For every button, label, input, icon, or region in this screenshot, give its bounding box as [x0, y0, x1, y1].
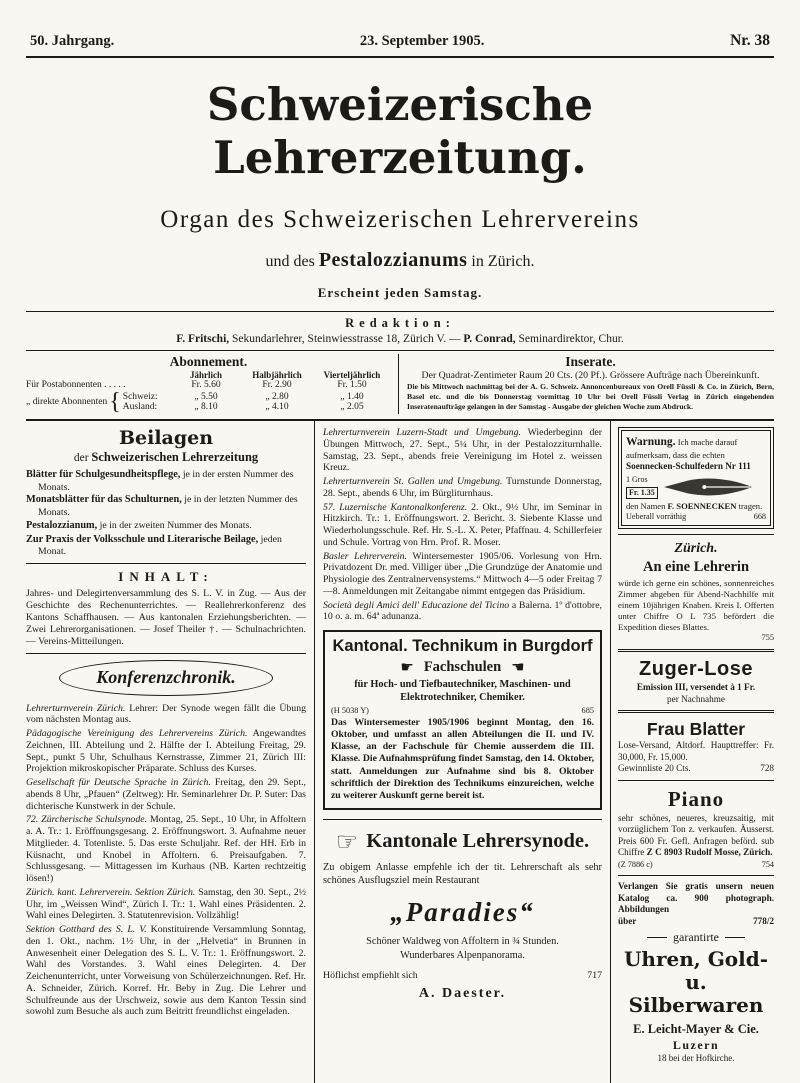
- price-stack: [171, 390, 241, 414]
- article-lead: Lehrerturnverein Luzern-Stadt und Umgebung.: [323, 427, 521, 438]
- ad-reference: (H 5038 Y): [331, 705, 369, 715]
- abonnement-section: [26, 354, 398, 414]
- article-lead: Lehrerturnverein St. Gallen und Umgebung.: [323, 476, 503, 487]
- beilagen-title: Beilagen: [118, 427, 214, 449]
- chiffre-code: Z C 8903: [646, 847, 683, 858]
- article-lead: Basler Lehrerverein.: [323, 550, 407, 562]
- warnung-end-row: [626, 512, 766, 523]
- article-paragraph: [26, 777, 306, 812]
- warnung-title: Warnung.: [626, 436, 676, 448]
- article-lead: 72. Zürcherische Schulsynode.: [26, 814, 148, 826]
- article-paragraph: [26, 728, 306, 775]
- line2-post: tragen.: [738, 500, 763, 511]
- price-cell: Fr. 2.90: [262, 380, 292, 390]
- main-columns: [26, 421, 774, 1083]
- beilage-item: [26, 534, 306, 558]
- price-cell: „ 5.50: [194, 392, 218, 402]
- synode-line-2: Wunderbares Alpenpanorama.: [400, 949, 525, 961]
- beilagen-subtitle-main: Schweizerischen Lehrerzeitung: [91, 450, 259, 464]
- manicule-left-icon: ☚: [511, 658, 525, 676]
- redaktion-box: [26, 311, 774, 351]
- divider: [618, 534, 774, 535]
- date-label: 23. September 1905.: [359, 33, 485, 49]
- zugerlose-line-1: Emission III, versendet à 1 Fr.: [636, 682, 756, 693]
- company-city: Luzern: [672, 1038, 720, 1053]
- column-right: [610, 421, 774, 1083]
- price-cell: Fr. 1.50: [337, 380, 367, 390]
- redaktion-title: Redaktion:: [345, 316, 455, 330]
- beilagen-section: [26, 427, 306, 558]
- issue-header: [26, 32, 774, 56]
- subscription-advert-strip: [26, 351, 774, 421]
- beilagen-subtitle-pre: der: [73, 452, 89, 464]
- price-cell: „ 1.40: [340, 392, 364, 402]
- article-paragraph: [323, 427, 602, 474]
- piano-body: [618, 813, 774, 859]
- technikum-meta: [331, 706, 594, 715]
- region-labels: [123, 392, 158, 412]
- synode-ad: [323, 819, 602, 1002]
- restaurant-name: „Paradies“: [390, 896, 535, 927]
- product-name: Soennecken-Schulfedern Nr 111: [626, 460, 751, 471]
- synode-title: Kantonale Lehrersynode.: [366, 830, 590, 853]
- piano-text: sehr schönes, neueres, kreuzsaitig, mit vorzüglichem Ton z. verkaufen. Äusserst. Preis 600 Fr. Gefl. Anfragen beförd. sub Chiffre: [618, 812, 774, 858]
- pestalozzianum-name: Pestalozzianums: [318, 249, 468, 271]
- article-paragraph: [26, 887, 306, 922]
- price-cell: „ 4.10: [265, 402, 289, 412]
- in-zurich-text: in Zürich.: [471, 253, 535, 270]
- zugerlose-line-2: per Nachnahme: [667, 693, 725, 704]
- blatter-body: Lose-Versand, Altdorf. Haupttreffer: Fr. 30,000, Fr. 15,000.: [618, 740, 774, 762]
- inserate-section: [398, 354, 774, 414]
- article-text: 2. Okt., 9½ Uhr, im Seminar in Hitzkirch. Tr.: 1. Eröffnungswort. 2. Bericht. 3. Siebente Klasse und Wiederholungsschule. Ref. Hr. S.-L. X. Peter, Pfaffnau. 4. Schillerfeier und Schule. Vortrag von Hrn. Prof. R. Moser.: [323, 501, 602, 548]
- inhalt-section: [26, 569, 306, 648]
- technikum-ad: [323, 630, 602, 810]
- col-header-vierteljaehrlich: Vierteljährlich: [323, 370, 381, 380]
- article-lead: Zürich. kant. Lehrerverein. Sektion Zürich.: [26, 886, 196, 898]
- row-label: Für Postabonnenten . . . . .: [26, 380, 126, 390]
- header-rule: [26, 56, 774, 58]
- uhren-intro-tail-row: [618, 916, 774, 928]
- agency-name: Rudolf Mosse, Zürich.: [684, 847, 773, 858]
- price-cell: Fr. 5.60: [191, 380, 221, 390]
- garantie-label: garantirte: [673, 930, 719, 945]
- price-group: [626, 475, 658, 498]
- inhalt-text: Jahres- und Delegirtenversammlung des S. L. V. in Zug. — Aus der Geschichte des Rechenunterrichtes. — Reallehrerkonferenz des Kantons Schaffhausen. — Aus kantonalen Erziehungsberichten. — Zwei Lehrerorganisationen. — Josef Theiler †. — Schulnachrichten. — Vereins-Mitteilungen.: [26, 588, 306, 647]
- abonnement-title: Abonnement.: [169, 354, 248, 369]
- konferenzchronik-header: [59, 660, 273, 696]
- warnung-line-2: [626, 501, 766, 512]
- konferenzchronik-title: Konferenzchronik.: [96, 667, 236, 688]
- editor-role-1: Sekundarlehrer, Steinwiesstrasse 18, Zürich V. —: [232, 333, 461, 345]
- article-text: Wiederbeginn der Übungen Mittwoch, 27. Sept., 5¼ Uhr, in der Pestalozziturnhalle. Samstag, 23. Sept., abends freie Vereinigung im Hotel z. weissen Kreuz.: [323, 427, 602, 474]
- synode-closing-row: [323, 970, 602, 981]
- beilage-item: [26, 469, 306, 493]
- abonnement-row-post: [26, 380, 391, 390]
- newspaper-title: Schweizerische Lehrerzeitung.: [206, 78, 594, 184]
- blatter-title: Frau Blatter: [646, 719, 746, 740]
- zugerlose-ad: [618, 657, 774, 705]
- editor-name-1: F. Fritschi,: [176, 333, 230, 345]
- column-left: [26, 421, 314, 1083]
- piano-ad: [618, 786, 774, 870]
- article-paragraph: [26, 703, 306, 727]
- beilage-name: Blätter für Schulgesundheitspflege,: [26, 469, 181, 480]
- pestalozzianum-line: [26, 249, 774, 272]
- divider: [618, 780, 774, 781]
- blatter-ad: [618, 718, 774, 775]
- article-paragraph: [26, 814, 306, 885]
- product-line-1: Uhren, Gold-: [623, 947, 768, 972]
- row-label-group: [26, 390, 171, 414]
- lehrerin-body: würde ich gerne ein schönes, sonnenreiches Zimmer abgeben für Abend-Nachhilfe mit einem 10jährigen Knaben. Kreis I. Offerten unter Chiffre O L 735 befördert die Expedition dieses Blattes.: [618, 578, 774, 633]
- ad-number-row: [618, 633, 774, 644]
- article-paragraph: [26, 924, 306, 1018]
- beilage-name: Monatsblätter für das Schulturnen,: [26, 494, 182, 506]
- technikum-departments: für Hoch- und Tiefbautechniker, Maschinen- und Elektrotechniker, Chemiker.: [354, 679, 571, 703]
- ad-number: 755: [761, 633, 774, 643]
- price-stack: [313, 390, 391, 414]
- city-heading: Zürich.: [674, 541, 718, 557]
- divider: [618, 649, 774, 652]
- synode-title-row: [323, 827, 602, 856]
- region-schweiz: Schweiz:: [122, 392, 158, 402]
- abonnement-row-direkt: [26, 390, 391, 414]
- inhalt-title: INHALT:: [118, 569, 214, 584]
- region-ausland: Ausland:: [122, 402, 158, 412]
- garantie-row: [618, 930, 774, 945]
- article-text: Konstituirende Versammlung Sonntag, den 1. Okt., nachm. 1½ Uhr, in der „Helvetia“ in Brunnen in Anwesenheit einer Delegation des S. L. V. Tr.: 1. Eröffnungswort. 2. Wahl des Vorstandes. 3. Wahl eines Delegirten. 4. Der Zeichenunterricht, unter Vorweisung von Schülerzeichnungen. Ref. Hr. A. Schneider, Zürich. Korref. Hr. Beby in Zug. Die Lehrer und Schulfreunde aus der Urschweiz, sowie aus dem Kanton Tessin sind sowohl zum Besuche als auch zum Beitritt freundlichst eingeladen.: [26, 924, 306, 1018]
- decorative-dash: [647, 937, 667, 938]
- beilage-name: Zur Praxis der Volksschule und Literarische Beilage,: [26, 533, 259, 545]
- divider: [618, 875, 774, 876]
- beilage-schedule: jeden Monat.: [38, 533, 282, 558]
- article-text: Montag, 25. Sept., 10 Uhr, in Affoltern a. A. Tr.: 1. Eröffnungsgesang. 2. Eröffnungswort. 3. Aufnahme neuer Mitglieder. 4. Totenliste. 5. Das erste Schuljahr. Ref. der HH. Erb in Küsnacht, und Knobel in Affoltern. 6. Preisaufgaben. 7. Schlussgesang. — Mittagessen im Kurhaus (NB. Karten rechtzeitig lösen!): [26, 814, 306, 885]
- article-text: Freitag, den 29. Sept., abends 8 Uhr, „Pfauen“ (Zeltweg): Hr. Seminarlehrer Dr. P. Suter: Das dichterische Kunstwerk in der Schule.: [26, 777, 306, 812]
- row-label: „ direkte Abonnenten: [26, 397, 108, 407]
- editor-role-2: Seminardirektor, Chur.: [518, 333, 624, 345]
- decorative-dash: [725, 937, 745, 938]
- beilage-item: [26, 520, 306, 533]
- uhren-intro: Verlangen Sie gratis unsern neuen Katalog ca. 900 photograph. Abbildungen: [618, 881, 774, 915]
- price-label: Fr. 1.35: [626, 487, 658, 499]
- article-text: Lehrer: Der Synode wegen fällt die Übung vom nächsten Montag aus.: [26, 702, 307, 726]
- col-header-jaehrlich: Jährlich: [189, 370, 222, 380]
- beilagen-subtitle: [26, 450, 306, 465]
- technikum-body: Das Wintersemester 1905/1906 beginnt Montag, den 16. Oktober, und umfasst an allen Abteilungen die II. und IV. Klasse, an der Fachschule für Chemie ausserdem die III. Klasse. Die Aufnahmsprüfung findet Samstag, den 14. Oktober, statt. Anmeldungen zur Aufnahme sind bis 8. Oktober schriftlich der Direktion des Technikums einzureichen, welche zu weiterer Auskunft gerne bereit ist.: [331, 716, 594, 802]
- article-paragraph: [323, 502, 602, 549]
- synode-line-1: Schöner Waldweg von Affoltern in ¾ Stunden.: [366, 935, 559, 947]
- price-cell: „ 2.05: [340, 402, 364, 412]
- company-name: E. Leicht-Mayer & Cie.: [633, 1022, 759, 1037]
- product-line-2: u. Silberwaren: [628, 970, 764, 1018]
- warnung-ad: [618, 427, 774, 529]
- nib-row: [626, 475, 766, 498]
- beilage-item: [26, 494, 306, 518]
- article-paragraph: [323, 476, 602, 500]
- article-lead: Gesellschaft für Deutsche Sprache in Zürich.: [26, 777, 211, 789]
- beilage-name: Pestalozzianum,: [26, 519, 98, 531]
- column-middle: [314, 421, 610, 1083]
- pointing-hand-icon: ☞: [335, 827, 359, 857]
- quantity-label: 1 Gros: [626, 475, 648, 485]
- article-lead: 57. Luzernische Kantonalkonferenz.: [323, 501, 468, 513]
- abonnement-table-header: [26, 370, 391, 380]
- article-text: Samstag, den 30. Sept., 2½ Uhr, im „Weissen Wind“, Zürich I. Tr.: 1. Wahl eines Präsidenten. 2. Wahl eines Delegirten. 3. Statutenrevision. Vollzählig!: [26, 886, 306, 922]
- decorative-brace: {: [109, 389, 121, 415]
- article-lead: Lehrerturnverein Zürich.: [26, 702, 126, 714]
- lehrerin-title: An eine Lehrerin: [642, 559, 750, 576]
- article-text: Angewandtes Zeichnen, III. Abteilung und 2. Hälfte der I. Abteilung Freitag, 29. Sept., punkt 5 Uhr, Schulhaus Kernstrasse, Zimmer 21, Zürich III: Projektion mikroskopischer Präparate. Schluss des Kurses.: [26, 728, 306, 775]
- divider: [618, 710, 774, 713]
- manicule-right-icon: ☛: [400, 658, 414, 676]
- spacer-cell: [26, 370, 171, 380]
- availability-note: Ueberall vorräthig: [626, 511, 687, 521]
- beilage-schedule: je in der letzten Nummer des Monats.: [38, 494, 298, 519]
- synode-intro: Zu obigem Anlasse empfehle ich der tit. Lehrerschaft als sehr schönes Ausflugsziel mein Restaurant: [323, 862, 602, 887]
- ad-number: 754: [761, 859, 774, 869]
- masthead: [26, 78, 774, 301]
- brand-name: F. SOENNECKEN: [667, 500, 737, 511]
- lehrerin-ad: [618, 540, 774, 643]
- ad-number: 668: [753, 511, 766, 521]
- pen-nib-icon: [662, 476, 754, 498]
- beilage-schedule: je in der zweiten Nummer des Monats.: [99, 519, 252, 531]
- ad-reference: (Z 7886 c): [618, 859, 653, 869]
- price-cell: „ 2.80: [265, 392, 289, 402]
- col-header-halbjaehrlich: Halbjährlich: [252, 370, 302, 380]
- piano-title: Piano: [667, 787, 725, 812]
- line2-pre: den Namen: [626, 500, 666, 511]
- warnung-intro-line: [626, 435, 766, 461]
- inserate-title: Inserate.: [565, 354, 616, 369]
- inserate-terms: Die bis Mittwoch nachmittag bei der A. G. Schweiz. Annoncenbureaux von Orell Füssli & Co. in Zürich, Bern, Basel etc. und die bis Donnerstag vormittag 10 Uhr bei Orell Füssli Verlag in Zürich eingehenden Inseratenaufträge gelangen in der Samstag - Ausgabe der gleichen Woche zum Abdruck.: [407, 382, 774, 411]
- article-text: Turnstunde Donnerstag, 28. Sept., abends 6 Uhr, im Bürgliturnhaus.: [323, 476, 602, 499]
- ad-number: 685: [581, 705, 594, 715]
- ad-number: 717: [587, 969, 602, 981]
- editor-name-2: P. Conrad,: [463, 333, 516, 345]
- ad-number: 778/2: [753, 915, 774, 926]
- divider: [26, 563, 306, 564]
- article-lead: Società degli Amici dell' Educazione del Ticino: [323, 599, 510, 611]
- blatter-last-row: [618, 763, 774, 775]
- publication-schedule: Erscheint jeden Samstag.: [317, 285, 483, 300]
- article-lead: Pädagogische Vereinigung des Lehrervereins Zürich.: [26, 728, 248, 740]
- technikum-title: Kantonal. Technikum in Burgdorf: [332, 637, 593, 655]
- article-lead: Sektion Gotthard des S. L. V.: [26, 924, 147, 936]
- fachschulen-label: Fachschulen: [423, 658, 502, 675]
- inserate-rates: Der Quadrat-Zentimeter Raum 20 Cts. (20 Pf.). Grössere Aufträge nach Übereinkunft.: [421, 370, 760, 381]
- ad-number: 728: [760, 763, 774, 774]
- uhren-ad: [618, 881, 774, 1064]
- article-paragraph: [323, 600, 602, 624]
- zugerlose-title: Zuger-Lose: [639, 657, 753, 680]
- beilage-schedule: je in der ersten Nummer des Monats.: [38, 469, 294, 493]
- und-des-text: und des: [265, 253, 315, 270]
- price-stack: [241, 390, 313, 414]
- article-paragraph: [323, 551, 602, 598]
- fachschulen-line: [331, 658, 594, 676]
- redaktion-line: [26, 333, 774, 345]
- organ-line: Organ des Schweizerischen Lehrervereins: [160, 206, 640, 233]
- warnung-intro: Ich mache darauf aufmerksam, dass die echten: [626, 437, 738, 460]
- divider: [26, 653, 306, 654]
- piano-meta-row: [618, 860, 774, 870]
- price-cell: „ 8.10: [194, 402, 218, 412]
- article-text: a Balerna. 1º d'ottobre, 10 o. a. m. 64ª adunanza.: [323, 599, 602, 623]
- closing-text: Höflichst empfiehlt sich: [323, 969, 418, 981]
- advertiser-signature: A. Daester.: [418, 985, 507, 1001]
- intro-tail: über: [618, 915, 637, 926]
- volume-label: 50. Jahrgang.: [30, 33, 115, 49]
- article-text: Wintersemester 1905/06. Vorlesung von Hrn. Privatdozent Dr. med. Villiger über „Die Grundzüge der Anatomie und Physiologie des Zentralnervensystems.“ Mittwoch 4—5 oder Freitag 7—8. Anmeldungen mit Zeitangabe nimmt entgegen das Präsidium.: [323, 550, 602, 597]
- company-address: 18 bei der Hofkirche.: [657, 1053, 735, 1064]
- gewinnliste-label: Gewinnliste 20 Cts.: [618, 763, 691, 774]
- issue-number: Nr. 38: [730, 32, 770, 49]
